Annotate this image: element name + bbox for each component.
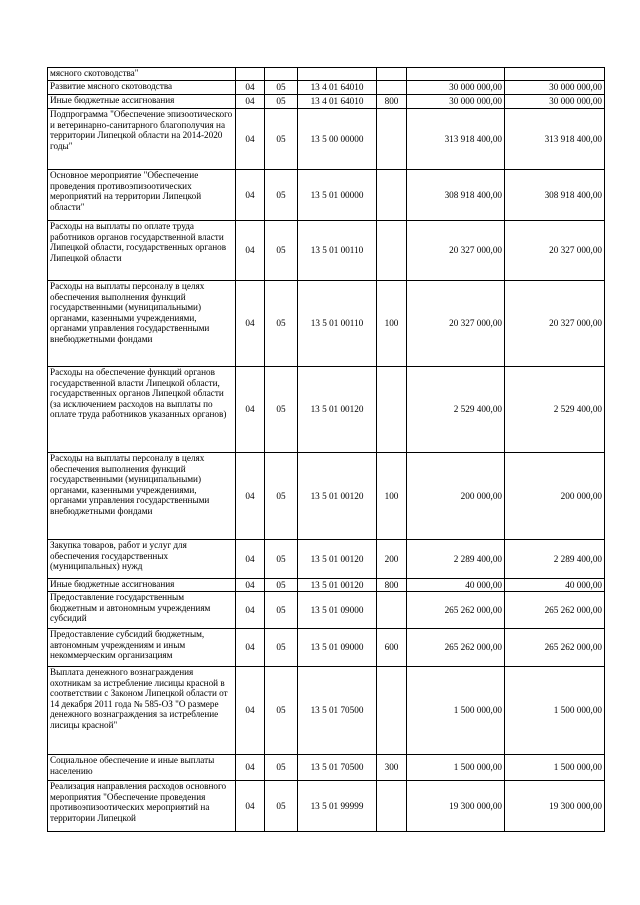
row-amount-2-cell: 20 327 000,00 [505, 281, 605, 367]
table-row [48, 109, 605, 170]
row-amount-2-cell: 265 262 000,00 [505, 592, 605, 629]
row-amount-2-cell: 200 000,00 [505, 453, 605, 540]
row-subsection-cell: 05 [265, 221, 298, 281]
row-amount-2-cell [505, 68, 605, 81]
row-target-article-cell: 13 5 01 00110 [298, 281, 377, 367]
table-row [48, 367, 605, 453]
row-target-article-cell [298, 68, 377, 81]
row-section-cell: 04 [236, 755, 265, 781]
row-name-cell: Иные бюджетные ассигнования [48, 95, 236, 109]
row-expense-type-cell [377, 109, 407, 170]
row-amount-1-cell: 200 000,00 [407, 453, 505, 540]
table-row [48, 221, 605, 281]
table-row [48, 540, 605, 579]
table-row [48, 68, 605, 81]
row-subsection-cell: 05 [265, 453, 298, 540]
row-amount-2-cell: 1 500 000,00 [505, 755, 605, 781]
row-section-cell: 04 [236, 579, 265, 592]
row-target-article-cell: 13 5 01 00120 [298, 540, 377, 579]
row-amount-1-cell: 313 918 400,00 [407, 109, 505, 170]
row-target-article-cell: 13 4 01 64010 [298, 81, 377, 95]
row-target-article-cell: 13 4 01 64010 [298, 95, 377, 109]
row-amount-1-cell: 20 327 000,00 [407, 281, 505, 367]
row-section-cell: 04 [236, 81, 265, 95]
row-name-cell: Подпрограмма "Обеспечение эпизоотического и ветеринарно-санитарного благополучия на территории Липецкой области на 2014-2020 годы" [48, 109, 236, 170]
table-row [48, 781, 605, 832]
row-target-article-cell: 13 5 01 09000 [298, 592, 377, 629]
row-name-cell: Иные бюджетные ассигнования [48, 579, 236, 592]
row-target-article-cell: 13 5 01 00110 [298, 221, 377, 281]
row-section-cell: 04 [236, 540, 265, 579]
row-section-cell: 04 [236, 781, 265, 832]
row-target-article-cell: 13 5 01 00120 [298, 453, 377, 540]
row-section-cell: 04 [236, 629, 265, 667]
row-target-article-cell: 13 5 00 00000 [298, 109, 377, 170]
row-amount-1-cell: 308 918 400,00 [407, 170, 505, 221]
row-amount-2-cell: 20 327 000,00 [505, 221, 605, 281]
row-amount-1-cell: 1 500 000,00 [407, 667, 505, 755]
row-amount-2-cell: 30 000 000,00 [505, 81, 605, 95]
row-expense-type-cell [377, 221, 407, 281]
row-amount-1-cell: 2 529 400,00 [407, 367, 505, 453]
row-section-cell: 04 [236, 95, 265, 109]
row-section-cell: 04 [236, 281, 265, 367]
row-amount-1-cell: 19 300 000,00 [407, 781, 505, 832]
row-expense-type-cell [377, 781, 407, 832]
budget-table [47, 67, 605, 832]
row-name-cell: Расходы на выплаты персоналу в целях обеспечения выполнения функций государственными (муниципальными) органами, казенными учреждениями, органами управления государственными внебюджетными фондами [48, 281, 236, 367]
row-subsection-cell: 05 [265, 170, 298, 221]
row-amount-1-cell: 2 289 400,00 [407, 540, 505, 579]
row-expense-type-cell: 800 [377, 95, 407, 109]
row-expense-type-cell: 800 [377, 579, 407, 592]
row-expense-type-cell [377, 367, 407, 453]
row-amount-2-cell: 30 000 000,00 [505, 95, 605, 109]
row-subsection-cell: 05 [265, 579, 298, 592]
row-expense-type-cell: 300 [377, 755, 407, 781]
row-subsection-cell: 05 [265, 95, 298, 109]
row-amount-2-cell: 1 500 000,00 [505, 667, 605, 755]
row-expense-type-cell: 200 [377, 540, 407, 579]
row-target-article-cell: 13 5 01 00000 [298, 170, 377, 221]
row-amount-2-cell: 19 300 000,00 [505, 781, 605, 832]
row-subsection-cell: 05 [265, 81, 298, 95]
table-row [48, 95, 605, 109]
table-row [48, 592, 605, 629]
row-name-cell: Расходы на выплаты по оплате труда работников органов государственной власти Липецкой области, государственных органов Липецкой области [48, 221, 236, 281]
row-name-cell: Предоставление государственным бюджетным и автономным учреждениям субсидий [48, 592, 236, 629]
row-name-cell: Расходы на обеспечение функций органов государственной власти Липецкой области, государственных органов Липецкой области (за исключением расходов на выплаты по оплате труда работников указанных органов) [48, 367, 236, 453]
row-subsection-cell: 05 [265, 781, 298, 832]
row-expense-type-cell [377, 592, 407, 629]
row-expense-type-cell: 600 [377, 629, 407, 667]
row-expense-type-cell [377, 667, 407, 755]
row-subsection-cell [265, 68, 298, 81]
row-section-cell: 04 [236, 109, 265, 170]
row-amount-1-cell [407, 68, 505, 81]
row-section-cell: 04 [236, 667, 265, 755]
row-name-cell: Реализация направления расходов основного мероприятия "Обеспечение проведения противоэпизоотических мероприятий на территории Липецкой [48, 781, 236, 832]
row-name-cell: Социальное обеспечение и иные выплаты населению [48, 755, 236, 781]
table-row [48, 579, 605, 592]
row-amount-2-cell: 308 918 400,00 [505, 170, 605, 221]
row-subsection-cell: 05 [265, 755, 298, 781]
row-amount-2-cell: 40 000,00 [505, 579, 605, 592]
row-expense-type-cell [377, 68, 407, 81]
row-target-article-cell: 13 5 01 00120 [298, 367, 377, 453]
row-target-article-cell: 13 5 01 70500 [298, 755, 377, 781]
row-expense-type-cell [377, 81, 407, 95]
row-amount-1-cell: 265 262 000,00 [407, 592, 505, 629]
row-name-cell: Основное мероприятие "Обеспечение проведения противоэпизоотических мероприятий на территории Липецкой области" [48, 170, 236, 221]
row-section-cell [236, 68, 265, 81]
row-amount-1-cell: 30 000 000,00 [407, 95, 505, 109]
row-subsection-cell: 05 [265, 540, 298, 579]
table-row [48, 755, 605, 781]
row-expense-type-cell: 100 [377, 453, 407, 540]
row-section-cell: 04 [236, 453, 265, 540]
row-subsection-cell: 05 [265, 629, 298, 667]
row-subsection-cell: 05 [265, 281, 298, 367]
row-target-article-cell: 13 5 01 00120 [298, 579, 377, 592]
row-amount-2-cell: 2 289 400,00 [505, 540, 605, 579]
row-section-cell: 04 [236, 170, 265, 221]
row-name-cell: Выплата денежного вознаграждения охотникам за истребление лисицы красной в соответствии с Законом Липецкой области от 14 декабря 2011 года № 585-ОЗ "О размере денежного вознаграждения за истребление лисицы красной" [48, 667, 236, 755]
row-name-cell: Предоставление субсидий бюджетным, автономным учреждениям и иным некоммерческим организациям [48, 629, 236, 667]
row-section-cell: 04 [236, 221, 265, 281]
row-section-cell: 04 [236, 367, 265, 453]
table-row [48, 170, 605, 221]
row-section-cell: 04 [236, 592, 265, 629]
table-row [48, 81, 605, 95]
row-subsection-cell: 05 [265, 367, 298, 453]
table-row [48, 667, 605, 755]
row-name-cell: Расходы на выплаты персоналу в целях обеспечения выполнения функций государственными (муниципальными) органами, казенными учреждениями, органами управления государственными внебюджетными фондами [48, 453, 236, 540]
row-amount-1-cell: 265 262 000,00 [407, 629, 505, 667]
row-amount-2-cell: 313 918 400,00 [505, 109, 605, 170]
table-row [48, 453, 605, 540]
row-target-article-cell: 13 5 01 09000 [298, 629, 377, 667]
row-amount-1-cell: 40 000,00 [407, 579, 505, 592]
row-amount-1-cell: 1 500 000,00 [407, 755, 505, 781]
table-row [48, 629, 605, 667]
row-expense-type-cell: 100 [377, 281, 407, 367]
row-subsection-cell: 05 [265, 592, 298, 629]
row-name-cell: мясного скотоводства" [48, 68, 236, 81]
row-amount-2-cell: 265 262 000,00 [505, 629, 605, 667]
row-amount-2-cell: 2 529 400,00 [505, 367, 605, 453]
budget-table-body [48, 68, 605, 832]
row-target-article-cell: 13 5 01 70500 [298, 667, 377, 755]
table-row [48, 281, 605, 367]
row-subsection-cell: 05 [265, 667, 298, 755]
row-amount-1-cell: 20 327 000,00 [407, 221, 505, 281]
row-expense-type-cell [377, 170, 407, 221]
row-name-cell: Закупка товаров, работ и услуг для обеспечения государственных (муниципальных) нужд [48, 540, 236, 579]
row-subsection-cell: 05 [265, 109, 298, 170]
row-target-article-cell: 13 5 01 99999 [298, 781, 377, 832]
row-name-cell: Развитие мясного скотоводства [48, 81, 236, 95]
row-amount-1-cell: 30 000 000,00 [407, 81, 505, 95]
